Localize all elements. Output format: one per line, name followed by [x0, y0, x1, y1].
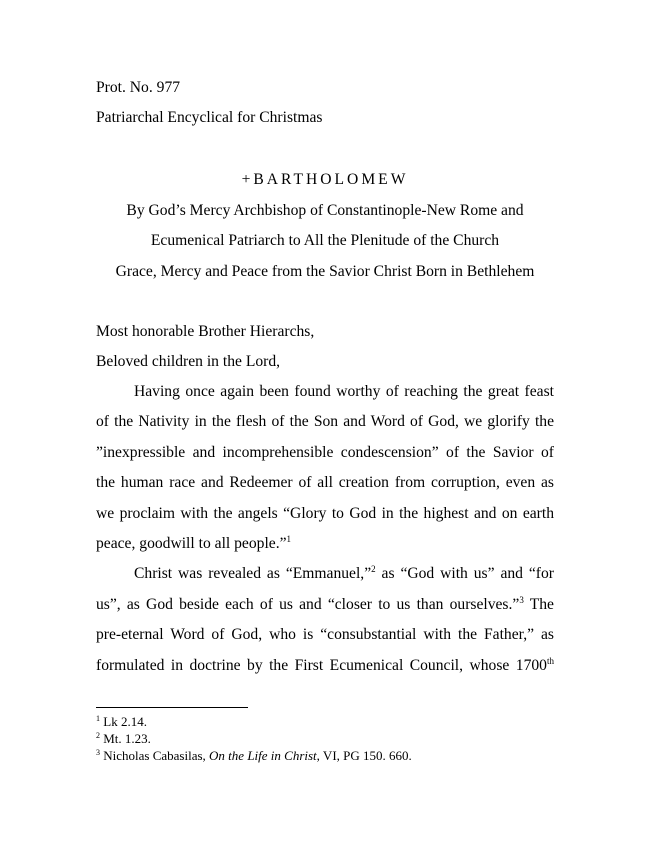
title-line-3: Grace, Mercy and Peace from the Savior Christ Born in Bethlehem [115, 263, 535, 280]
document-type: Patriarchal Encyclical for Christmas [96, 109, 323, 126]
paragraph-2-line-4 [96, 656, 554, 676]
footnote-ref-2: 2 [371, 564, 376, 574]
paragraph-1-line-3: ”inexpressible and incomprehensible condescension” of the Savior of [96, 444, 554, 461]
paragraph-2-line-3: pre-eternal Word of God, who is “consubstantial with the Father,” as [96, 626, 554, 643]
footnote-3-text-before: Nicholas Cabasilas, [103, 748, 210, 763]
salutation-line-1: Most honorable Brother Hierarchs, [96, 323, 315, 340]
footnote-3 [96, 748, 412, 764]
footnote-1 [96, 714, 147, 730]
footnote-2 [96, 731, 151, 747]
footnote-ref-3: 3 [519, 595, 524, 605]
patriarch-name: +BARTHOLOMEW [241, 171, 409, 188]
footnote-separator [96, 707, 248, 708]
footnote-ref-1: 1 [286, 534, 292, 544]
paragraph-2-line-1-text-a: Christ was revealed as “Emmanuel,” [134, 565, 372, 582]
footnote-3-number: 3 [96, 748, 100, 757]
paragraph-1-line-5: we proclaim with the angels “Glory to God in the highest and on earth [96, 505, 554, 522]
paragraph-2-line-1 [134, 564, 554, 584]
footnote-3-text-after: , VI, PG 150. 660. [316, 748, 412, 763]
paragraph-1-line-2: of the Nativity in the flesh of the Son and Word of God, we glorify the [96, 413, 554, 430]
ordinal-suffix: th [546, 656, 554, 666]
protocol-number: Prot. No. 977 [96, 79, 181, 96]
paragraph-2-line-2-text-a: us”, as God beside each of us and “closer to us than ourselves.” [96, 596, 520, 613]
paragraph-1-line-4: the human race and Redeemer of all creation from corruption, even as [96, 474, 554, 491]
footnote-1-text: Lk 2.14. [103, 714, 147, 729]
paragraph-1-line-6-text: peace, goodwill to all people.” [96, 535, 287, 552]
paragraph-2-line-2-text-b: The [523, 596, 554, 613]
paragraph-2-line-1-text-b: as “God with us” and “for [375, 565, 554, 582]
paragraph-1-line-6 [96, 534, 291, 554]
paragraph-1-line-1: Having once again been found worthy of reaching the great feast [134, 383, 554, 400]
footnote-2-number: 2 [96, 731, 100, 740]
title-line-2: Ecumenical Patriarch to All the Plenitude of the Church [150, 232, 500, 249]
footnote-1-number: 1 [96, 714, 100, 723]
salutation-line-2: Beloved children in the Lord, [96, 353, 281, 370]
footnote-3-book-title: On the Life in Christ [209, 748, 317, 763]
title-line-1: By God’s Mercy Archbishop of Constantinople-New Rome and [126, 202, 524, 219]
paragraph-2-line-2 [96, 595, 554, 615]
paragraph-2-line-4-text: formulated in doctrine by the First Ecumenical Council, whose 1700 [96, 657, 547, 674]
footnote-2-text: Mt. 1.23. [103, 731, 151, 746]
